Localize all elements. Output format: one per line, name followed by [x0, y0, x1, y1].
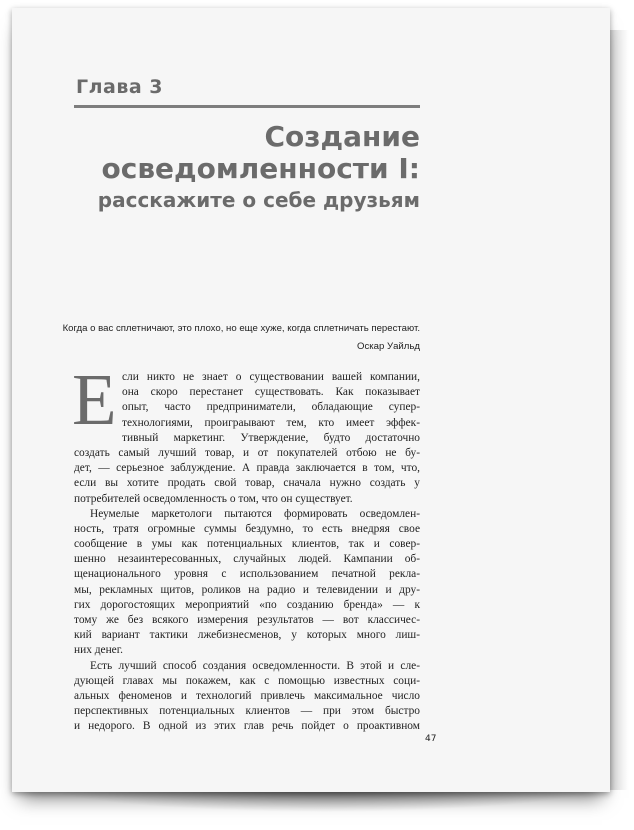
page-shadow-right: [608, 30, 628, 790]
body-line: дет, — серьезное заблуждение. А правда заключается в том, что,: [74, 462, 420, 475]
chapter-subtitle: расскажите о себе друзьям: [97, 188, 420, 212]
chapter-title-line-1: Создание: [264, 120, 420, 153]
body-line: Есть лучший способ создания осведомленности. В этой и сле-: [90, 659, 420, 672]
body-text: [74, 370, 420, 735]
chapter-rule: [74, 105, 420, 108]
body-line: перспективных потенциальных клиентов — при этом быстро: [74, 705, 420, 718]
chapter-label: Глава 3: [76, 76, 164, 98]
body-line: гих дорогостоящих мероприятий «по созданию бренда» — к: [74, 598, 420, 611]
body-line: Неумелые маркетологи пытаются формировать осведомлен-: [90, 507, 420, 520]
body-line: сли никто не знает о существовании вашей компании,: [122, 371, 420, 383]
drop-cap-letter: Е: [72, 359, 117, 440]
epigraph-author: Оскар Уайльд: [357, 341, 420, 352]
body-line: и недорого. В одной из этих глав речь пойдет о проактивном: [74, 720, 420, 733]
chapter-title-line-2: осведомленности I:: [101, 152, 420, 185]
body-line: шенно незаинтересованных, случайных людей. Кампании об-: [74, 553, 420, 566]
body-line: если вы хотите продать свой товар, сначала нужно создать у: [74, 477, 420, 490]
body-line: технологиями, проиграывают тем, кто имеет эффек-: [122, 416, 420, 429]
body-line: она скоро перестанет существовать. Как показывает: [122, 386, 420, 399]
body-line: опыт, часто предприниматели, обладающие супер-: [122, 401, 420, 414]
body-line: тивный маркетинг. Утверждение, будто достаточно: [122, 431, 420, 444]
body-line: мы, рекламных щитов, роликов на радио и телевидении и дру-: [74, 583, 420, 596]
body-line: потребителей осведомленность о том, что он существует.: [74, 492, 353, 505]
body-line: сообщение в умы как потенциальных клиентов, так и совер-: [74, 538, 420, 551]
body-line: тому же без всякого измерения результатов — вот классичес-: [74, 614, 420, 626]
page-number: 47: [425, 734, 437, 744]
body-line: альных феноменов и технологий привлечь максимальное число: [74, 689, 420, 702]
body-line: щенационального уровня с использованием печатной рекла-: [74, 568, 420, 581]
body-line: кий вариант тактики лжебизнесменов, у которых много лиш-: [74, 629, 420, 642]
body-line: ность, тратя огромные суммы бездумно, то есть внедряя свое: [74, 522, 420, 535]
body-line: создать самый лучший товар, и от покупателей отбою не бу-: [74, 446, 420, 459]
body-line: дующей главах мы покажем, как с помощью известных соци-: [74, 674, 420, 687]
body-line: них денег.: [74, 644, 123, 657]
epigraph-quote: Когда о вас сплетничают, это плохо, но еще хуже, когда сплетничать перестают.: [62, 323, 420, 334]
